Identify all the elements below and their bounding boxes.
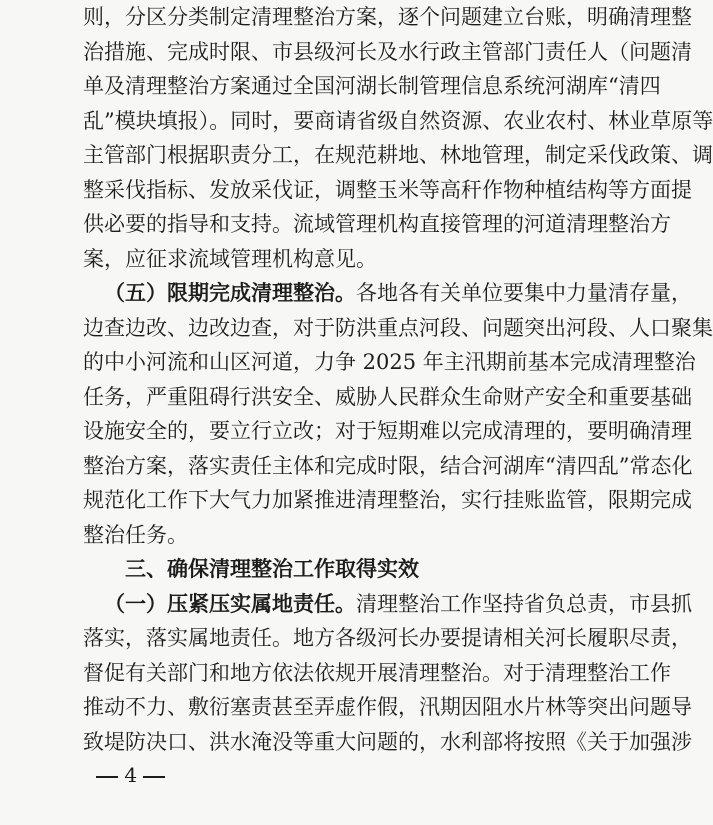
text-line: 落实，落实属地责任。地方各级河长办要提请相关河长履职尽责， [83,626,692,650]
text-line: 督促有关部门和地方依法依规开展清理整治。对于清理整治工作 [83,660,671,685]
dash-left [96,776,118,778]
text-span: 清理整治工作坚持省负总责，市县抓 [356,591,692,616]
text-line: 主管部门根据职责分工，在规范耕地、林地管理，制定采伐政策、调 [83,143,713,167]
text-line: 致堤防决口、洪水淹没等重大问题的，水利部将按照《关于加强涉 [83,729,692,754]
text-line: 整治方案，落实责任主体和完成时限，结合河湖库“清四乱”常态化 [83,453,693,478]
page-number-value: 4 [124,763,138,787]
text-line: 乱”模块填报）。同时，要商请省级自然资源、农业农村、林业草原等 [83,108,713,133]
text-line: 推动不力、敷衍塞责甚至弄虚作假，汛期因阻水片林等突出问题导 [83,695,692,719]
text-line: 治措施、完成时限、市县级河长及水行政主管部门责任人（问题清 [83,39,692,64]
text-line: 单及清理整治方案通过全国河湖长制管理信息系统河湖库“清四 [83,74,661,98]
text-line: 供必要的指导和支持。流域管理机构直接管理的河道清理整治方 [83,212,671,236]
paragraph-first-line [104,278,692,308]
text-line: 的中小河流和山区河道，力争 2025 年主汛期前基本完成清理整治 [83,350,696,374]
text-line: 则，分区分类制定清理整治方案，逐个问题建立台账，明确清理整 [83,5,692,29]
page-number [96,761,165,789]
text-line: 设施安全的，要立行立改；对于短期难以完成清理的，要明确清理 [83,419,692,443]
dash-right [143,776,165,778]
paragraph-lead: （一）压紧压实属地责任。 [104,590,356,616]
text-line: 任务，严重阻碍行洪安全、威胁人民群众生命财产安全和重要基础 [83,384,692,409]
text-line: 边查边改、边改边查，对于防洪重点河段、问题突出河段、人口聚集 [83,315,713,340]
text-line: 整采伐指标、发放采伐证，调整玉米等高秆作物种植结构等方面提 [83,177,692,202]
text-line: 规范化工作下大气力加紧推进清理整治，实行挂账监管，限期完成 [83,488,692,512]
text-span: 各地各有关单位要集中力量清存量， [356,281,692,305]
text-line: 案，应征求流域管理机构意见。 [83,246,377,271]
text-line: 整治任务。 [83,522,188,547]
paragraph-lead: （五）限期完成清理整治。 [104,280,356,305]
paragraph-first-line [104,589,692,619]
section-heading: 三、确保清理整治工作取得实效 [125,557,419,581]
